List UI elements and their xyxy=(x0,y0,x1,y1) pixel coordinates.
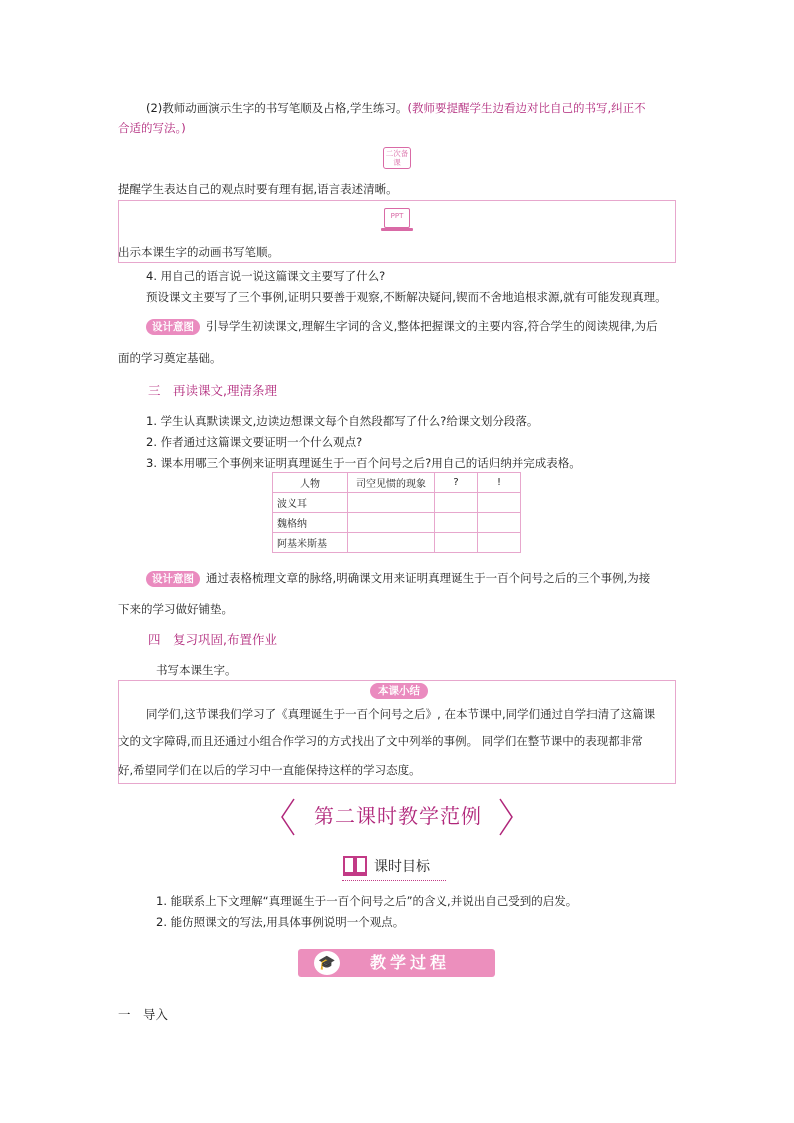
objective-2: 2. 能仿照课文的写法,用具体事例说明一个观点。 xyxy=(156,915,405,929)
table-header: ! xyxy=(478,473,521,493)
table-cell xyxy=(435,513,478,533)
section-3-item-2: 2. 作者通过这篇课文要证明一个什么观点? xyxy=(146,435,363,449)
examples-table xyxy=(272,472,521,553)
section-3-heading: 三 再读课文,理清条理 xyxy=(148,383,277,398)
table-row xyxy=(273,533,521,553)
section-4-item-1: 书写本课生字。 xyxy=(156,663,237,677)
question-4-answer: 预设课文主要写了三个事例,证明只要善于观察,不断解决疑问,锲而不舍地追根求源,就有可能发现真理。 xyxy=(146,290,667,304)
design-intent-2: 设计意图 通过表格梳理文章的脉络,明确课文用来证明真理诞生于一百个问号之后的三个事例,为接 xyxy=(146,570,650,587)
summary-line-3: 好,希望同学们在以后的学习中一直能保持这样的学习态度。 xyxy=(118,763,421,777)
objectives-underline xyxy=(342,880,446,881)
table-row xyxy=(273,493,521,513)
design-intent-1-cont: 面的学习奠定基础。 xyxy=(118,351,222,365)
table-cell xyxy=(478,493,521,513)
summary-line-2: 文的文字障碍,而且还通过小组合作学习的方式找出了文中列举的事例。 同学们在整节课中的表现都非常 xyxy=(118,734,643,748)
ppt-note: 出示本课生字的动画书写笔顺。 xyxy=(118,245,279,259)
table-cell: 魏格纳 xyxy=(273,513,348,533)
table-cell xyxy=(348,513,435,533)
lesson-2-title: 第二课时教学范例 xyxy=(314,804,482,828)
section-3-item-1: 1. 学生认真默读课文,边读边想课文每个自然段都写了什么?给课文划分段落。 xyxy=(146,414,539,428)
design-intent-2-cont: 下来的学习做好铺垫。 xyxy=(118,602,233,616)
section-1-heading: 一 导入 xyxy=(118,1007,169,1022)
summary-line-1: 同学们,这节课我们学习了《真理诞生于一百个问号之后》, 在本节课中,同学们通过自学扫清了这篇课 xyxy=(146,707,656,721)
secondary-prep-icon: 二次备课 xyxy=(383,147,411,169)
design-intent-tag: 设计意图 xyxy=(146,571,200,587)
table-header-row xyxy=(273,473,521,493)
graduation-cap-icon: 🎓 xyxy=(314,951,340,975)
table-cell xyxy=(478,513,521,533)
lesson-title-bracket-right xyxy=(496,797,516,837)
table-cell xyxy=(478,533,521,553)
table-row xyxy=(273,513,521,533)
step-2-text: (2)教师动画演示生字的书写笔顺及占格,学生练习。(教师要提醒学生边看边对比自己的书写,纠正不 xyxy=(146,101,646,115)
ppt-icon: PPT xyxy=(384,208,410,228)
objectives-title: 课时目标 xyxy=(374,859,430,875)
section-4-heading: 四 复习巩固,布置作业 xyxy=(148,632,277,647)
table-cell xyxy=(435,533,478,553)
table-header: 司空见惯的现象 xyxy=(348,473,435,493)
summary-title: 本课小结 xyxy=(370,683,428,699)
section-3-item-3: 3. 课本用哪三个事例来证明真理诞生于一百个问号之后?用自己的话归纳并完成表格。 xyxy=(146,456,581,470)
step-2-note-cont: 合适的写法。) xyxy=(118,121,186,135)
secondary-note: 提醒学生表达自己的观点时要有理有据,语言表述清晰。 xyxy=(118,182,398,196)
book-icon xyxy=(342,855,368,877)
table-cell: 阿基米斯基 xyxy=(273,533,348,553)
objective-1: 1. 能联系上下文理解“真理诞生于一百个问号之后”的含义,并说出自己受到的启发。 xyxy=(156,894,578,908)
table-cell xyxy=(348,493,435,513)
table-cell xyxy=(348,533,435,553)
lesson-title-bracket-left xyxy=(278,797,298,837)
process-title: 教学过程 xyxy=(369,953,450,972)
question-4: 4. 用自己的语言说一说这篇课文主要写了什么? xyxy=(146,269,386,283)
table-cell: 波义耳 xyxy=(273,493,348,513)
design-intent-1: 设计意图 引导学生初读课文,理解生字词的含义,整体把握课文的主要内容,符合学生的阅读规律,为后 xyxy=(146,318,658,335)
table-header: ? xyxy=(435,473,478,493)
table-cell xyxy=(435,493,478,513)
design-intent-tag: 设计意图 xyxy=(146,319,200,335)
table-header: 人物 xyxy=(273,473,348,493)
